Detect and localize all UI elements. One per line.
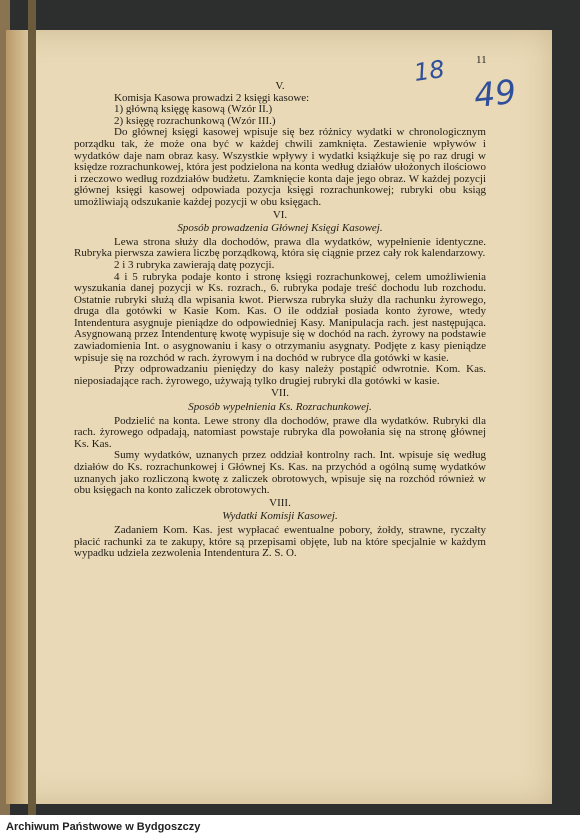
page-gutter (6, 30, 28, 804)
page-number: 11 (476, 54, 487, 66)
paragraph: Sumy wydatków, uznanych przez oddział kontrolny rach. Int. wpisuje się według działów do Ks. rozrachunkowej i Głównej Ks. Kas. na przychód a ogólną sumę wydatków uznanych jako rozliczoną kwotę z zaliczek obrotowych, wpisuje się na rozchód również w obu księgach na konto zaliczek obrotowych. (74, 449, 486, 497)
paragraph: Zadaniem Kom. Kas. jest wypłacać ewentualne pobory, żołdy, strawne, ryczałty płacić rachunki za te zakupy, które są przepisami objęte, lub na które specjalnie w każdym wypadku udziela zezwolenia Intendentura Z. S. O. (74, 523, 486, 560)
section-heading-vii: VII. (270, 387, 290, 400)
section-heading-vi: VI. (272, 208, 288, 221)
paragraph: 4 i 5 rubryka podaje konto i stronę księgi rozrachunkowej, celem umożliwienia wyszukania danej pozycji w Ks. rozrach., 6. rubryka podaje treść dochodu lub rozchodu. Ostatnie rubryki służą dla wpisania kwot. Pierwsza rubryka służy dla rachunku żyrowego, druga dla gotówki w Kasie Kom. Kas. O ile oddział posiada konto żyrowe, wtedy Intendentura asygnuje pieniądze do odpowiedniej Kasy. Manipulacja rach. jest następująca. Asygnowaną przez Intendenturę kwotę wypisuje się w dochód na rach. żyrowy na podstawie zawiadomienia Int. o asygnowaniu i kasy o otrzymaniu asygnaty. Podjęte z kasy pieniądze wpisuje się na rozchód w rach. żyrowym i na dochód w rubryce dla gotówki w kasie. (74, 270, 486, 364)
section-title-vii: Sposób wypełnienia Ks. Rozrachunkowej. (188, 401, 372, 414)
section-heading-v: V. (275, 80, 285, 92)
archive-footer: Archiwum Państwowe w Bydgoszczy (0, 815, 580, 840)
paragraph: Do głównej księgi kasowej wpisuje się bez różnicy wydatki w chronologicznym porządku tak, że może ona być w każdej chwili zamknięta. Zestawienie wpływów i wydatków daje nam obraz kasy. Wszystkie wpływy i wydatki książkuje się po raz drugi w księdze rozrachunkowej, która jest podzielona na konta według działów ułożonych ilościowo i rzeczowo według rozdziałów budżetu. Zamknięcie konta daje jego obraz. W każdej pozycji głównej księgi kasowej odpowiada pozycja księgi rozrachunkowej; rubryki obu ksiąg umożliwiają odszukanie każdej pozycji w obu księgach. (74, 126, 486, 208)
list-item: 2) księgę rozrachunkową (Wzór III.) (114, 114, 276, 127)
handwritten-number-first: 18 (412, 55, 447, 87)
paragraph: Komisja Kasowa prowadzi 2 księgi kasowe: (114, 91, 310, 104)
paragraph: Przy odprowadzaniu pieniędzy do kasy należy postąpić odwrotnie. Kom. Kas. nieposiadające rach. żyrowego, używają tylko drugiej rubryki dla gotówki w kasie. (74, 363, 486, 387)
section-title-viii: Wydatki Komisji Kasowej. (222, 510, 338, 523)
paragraph: Podzielić na konta. Lewe strony dla dochodów, prawe dla wydatków. Rubryki dla rach. żyrowego odpadają, natomiast powstaje rubryka dla powołania się na stronę głównej Ks. Kas. (74, 414, 486, 450)
section-title-vi: Sposób prowadzenia Głównej Księgi Kasowej. (177, 222, 383, 235)
document-text (74, 80, 486, 560)
binding-edge (28, 0, 36, 815)
paragraph: 2 i 3 rubryka zawierają datę pozycji. (114, 258, 275, 271)
list-item: 1) główną księgę kasową (Wzór II.) (114, 103, 273, 116)
paragraph: Lewa strona służy dla dochodów, prawa dla wydatków, wypełnienie identyczne. Rubryka pierwsza zawiera liczbę porządkową, która się ciągnie przez cały rok kalendarzowy. (74, 235, 486, 260)
section-heading-viii: VIII. (269, 496, 291, 509)
handwritten-number-second: 49 (472, 71, 518, 116)
